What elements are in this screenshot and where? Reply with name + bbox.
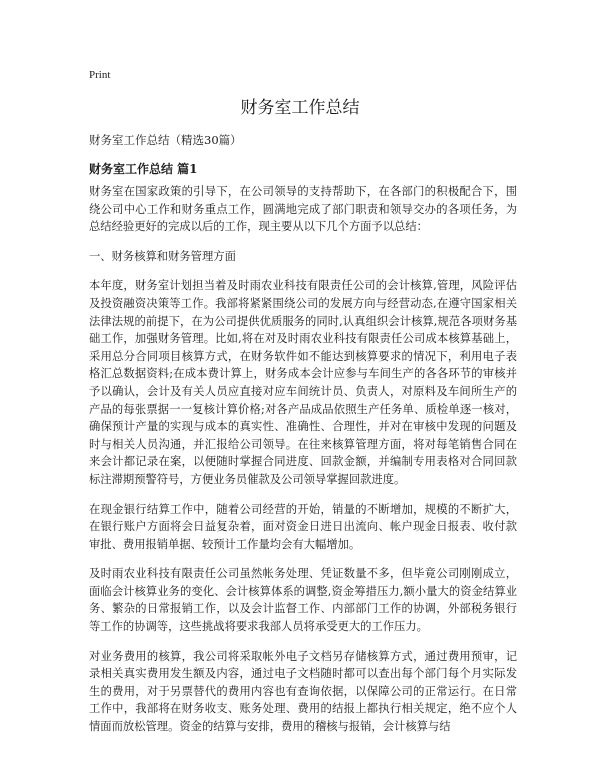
paragraph-subheading: 一、财务核算和财务管理方面 — [89, 249, 236, 263]
page-title: 财务室工作总结 — [240, 98, 360, 118]
paragraph-accounting: 本年度，财务室计划担当着及时雨农业科技有限责任公司的会计核算,管理，风险评估及投资融资决策等工作。我部将紧紧围绕公司的发展方向与经营动态,在遵守国家相关法律法规的前提下，在为公司提供优质服务的同时,认真组织会计核算,规范各项财务基础工作，加强财务管理。比如,将在对及时雨农业科技有限责任公司成本核算基础上，采用总分合同项目核算方式，在财务软件如不能达到核算要求的情况下，利用电子表格汇总数据资料;在成本费计算上，财务成本会计应参与车间生产的各各环节的审核并予以确认，会计及有关人员应直接对应车间统计员、负责人，对原料及车间所生产的产品的每张票据一一复核计算价格;对各产品成品依照生产任务单、质检单逐一核对，确保预计产量的实现与成本的真实性、准确性、合理性，并对在审核中发现的问题及时与相关人员沟通，并汇报给公司领导。在往来核算管理方面，将对每笔销售合同在来会计都记录在案，以便随时掌握合同进度、回款金额，并编制专用表格对合同回款标注滞期预警符号，方便业务员催款及公司领导掌握回款进度。 — [89, 279, 517, 486]
paragraph-expense-accounting: 对业务费用的核算，我公司将采取帐外电子文档另存储核算方式，通过费用预审，记录相关真实费用发生额及内容，通过电子文档随时都可以查出每个部门每个月实际发生的费用，对于另票替代的费用内容也有查询依据，以保障公司的正常运行。在日常工作中，我部将在财务收支、账务处理、费用的结报上都执行相关规定，绝不应个人情面而放松管理。资金的结算与安排，费用的稽核与报销，会计核算与结 — [89, 649, 517, 734]
paragraph-challenges: 及时雨农业科技有限责任公司虽然帐务处理、凭证数量不多，但毕竟公司刚刚成立，面临会计核算业务的变化、会计核算体系的调整,资金筹措压力,额小量大的资金结算业务、繁杂的日常报销工作，以及会计监督工作、内部部门工作的协调，外部税务银行等工作的协调等，这些挑战将要求我部人员将承受更大的工作压力。 — [89, 567, 517, 634]
paragraph-cash-settlement: 在现金银行结算工作中，随着公司经营的开始，销量的不断增加，规模的不断扩大，在银行账户方面将会日益复杂着，面对资金日进日出流向、帐户现金日报表、收付款审批、费用报销单据、较预计工作量均会有大幅增加。 — [89, 502, 517, 551]
document-subtitle: 财务室工作总结（精选30篇） — [89, 133, 242, 147]
section-heading: 财务室工作总结 篇1 — [89, 162, 198, 176]
paragraph-intro: 财务室在国家政策的引导下，在公司领导的支持帮助下，在各部门的积极配合下，围绕公司中心工作和财务重点工作，圆满地完成了部门职责和领导交办的各项任务，为总结经验更好的完成以后的工作，现主要从以下几个方面予以总结： — [89, 185, 517, 234]
print-link[interactable]: Print — [89, 69, 111, 81]
document-body — [89, 183, 517, 748]
